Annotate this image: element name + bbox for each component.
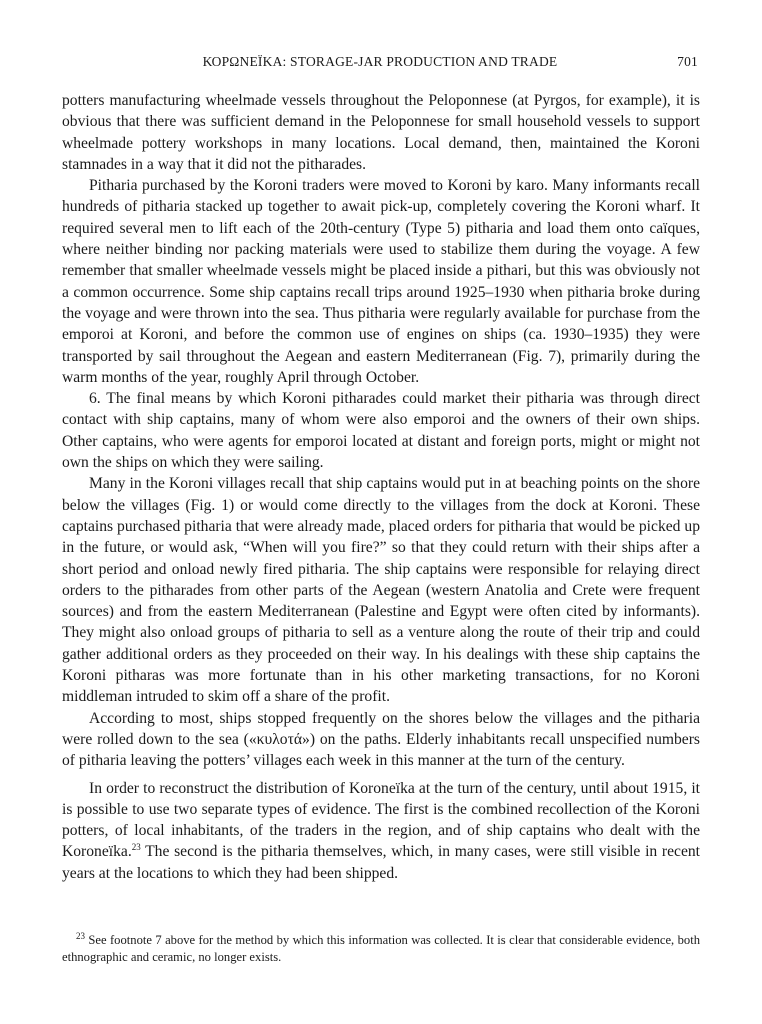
paragraph-part: The second is the pitharia themselves, which, in many cases, were still visible in recent years at the locations to which they had been shipped. bbox=[62, 843, 700, 882]
footnote-number: 23 bbox=[76, 930, 85, 941]
body-text bbox=[62, 90, 700, 884]
running-title: ΚΟΡΩΝΕΪΚΑ: STORAGE-JAR PRODUCTION AND TRADE bbox=[202, 54, 558, 69]
running-head bbox=[62, 54, 698, 70]
paragraph bbox=[62, 778, 700, 884]
paragraph: Many in the Koroni villages recall that ship captains would put in at beaching points on the shore below the villages (Fig. 1) or would come directly to the villages from the dock at Koroni. These captains purchased pitharia that were already made, placed orders for pitharia that would be picked up in the future, or would ask, “When will you fire?” so that they could return with their ships after a short period and onload newly fired pitharia. The ship captains were responsible for relaying direct orders to the pitharades from other parts of the Aegean (western Anatolia and Crete were frequent sources) and from the eastern Mediterranean (Palestine and Egypt were often cited by informants). They might also onload groups of pitharia to sell as a venture along the route of their trip and could gather additional orders as they proceeded on their way. In his dealings with these ship captains the Koroni pitharas was more fortunate than in his other marketing transactions, for no Koroni middleman intruded to skim off a share of the profit. bbox=[62, 475, 700, 706]
page-number: 701 bbox=[677, 54, 698, 69]
paragraph: potters manufacturing wheelmade vessels throughout the Peloponnese (at Pyrgos, for example), it is obvious that there was sufficient demand in the Peloponnese for small household vessels to support wheelmade pottery workshops in many locations. Local demand, then, maintained the Koroni stamnades in a way that it did not the pitharades. bbox=[62, 92, 700, 173]
paragraph: 6. The final means by which Koroni pitharades could market their pitharia was through direct contact with ship captains, many of whom were also emporoi and the owners of their own ships. Other captains, who were agents for emporoi located at distant and foreign ports, might or might not own the ships on which they were sailing. bbox=[62, 390, 700, 472]
footnote bbox=[62, 932, 700, 966]
footnote-text: See footnote 7 above for the method by which this information was collected. It is clear that considerable evidence, both ethnographic and ceramic, no longer exists. bbox=[62, 933, 700, 964]
footnote-ref: 23 bbox=[131, 842, 141, 853]
paragraph: Pitharia purchased by the Koroni traders were moved to Koroni by karo. Many informants recall hundreds of pitharia stacked up together to await pick-up, completely covering the Koroni wharf. It required several men to lift each of the 20th-century (Type 5) pitharia and load them onto caïques, where neither binding nor packing materials were used to stabilize them during the voyage. A few remember that smaller wheelmade vessels might be placed inside a pithari, but this was obviously not a common occurrence. Some ship captains recall trips around 1925–1930 when pitharia broke during the voyage and were thrown into the sea. Thus pitharia were regularly available for purchase from the emporoi at Koroni, and before the common use of engines on ships (ca. 1930–1935) they were transported by sail throughout the Aegean and eastern Mediterranean (Fig. 7), primarily during the warm months of the year, roughly April through October. bbox=[62, 177, 700, 386]
paragraph: According to most, ships stopped frequently on the shores below the villages and the pitharia were rolled down to the sea («κυλοτά») on the paths. Elderly inhabitants recall unspecified numbers of pitharia leaving the potters’ villages each week in this manner at the turn of the century. bbox=[62, 709, 700, 770]
paragraph-part: In order to reconstruct the distribution of Koroneïka at the turn of the century, until about 1915, it is possible to use two separate types of evidence. The first is the combined recollection of the Koroni potters, of local inhabitants, of the traders in the region, and of ship captains who dealt with the Koroneïka. bbox=[62, 779, 700, 861]
